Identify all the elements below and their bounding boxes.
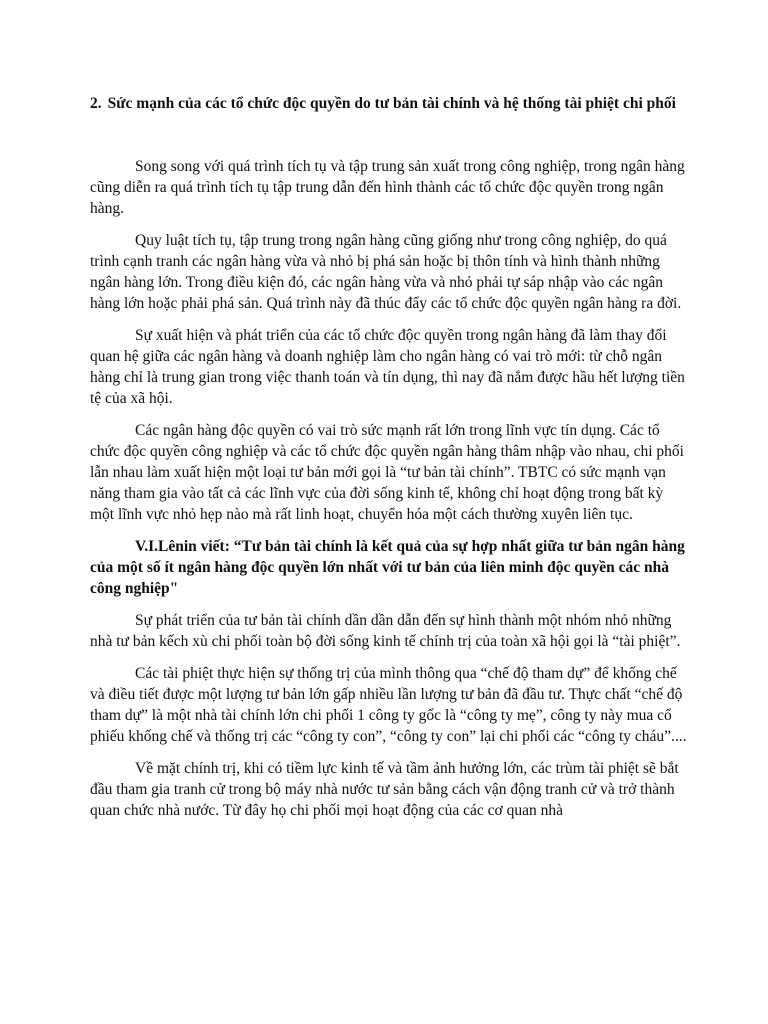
paragraph-3: Sự xuất hiện và phát triển của các tổ chức độc quyền trong ngân hàng đã làm thay đổi quan hệ giữa các ngân hàng và doanh nghiệp làm cho ngân hàng có vai trò mới: từ chỗ ngân hàng chỉ là trung gian trong việc thanh toán và tín dụng, thì nay đã nắm được hầu hết lượng tiền tệ của xã hội. [90, 327, 685, 407]
paragraph-6: Sự phát triển của tư bản tài chính dần dần dẫn đến sự hình thành một nhóm nhỏ những nhà tư bản kếch xù chi phối toàn bộ đời sống kinh tế chính trị của toàn xã hội gọi là “tài phiệt”. [90, 612, 681, 650]
section-heading [90, 93, 688, 114]
paragraph-8: Về mặt chính trị, khi có tiềm lực kinh tế và tầm ảnh hưởng lớn, các trùm tài phiệt sẽ bắt đầu tham gia tranh cử trong bộ máy nhà nước tư sản bằng cách vận động tranh cử và trở thành quan chức nhà nước. Từ đây họ chi phối mọi hoạt động của các cơ quan nhà [90, 760, 679, 819]
section-number: 2. [90, 95, 102, 112]
section-title: Sức mạnh của các tổ chức độc quyền do tư bản tài chính và hệ thống tài phiệt chi phối [107, 95, 676, 112]
paragraph-2: Quy luật tích tụ, tập trung trong ngân hàng cũng giống như trong công nghiệp, do quá trình cạnh tranh các ngân hàng vừa và nhỏ bị phá sản hoặc bị thôn tính và hình thành những ngân hàng lớn. Trong điều kiện đó, các ngân hàng vừa và nhỏ phải tự sáp nhập vào các ngân hàng lớn hoặc phải phá sản. Quá trình này đã thúc đẩy các tổ chức độc quyền ngân hàng ra đời. [90, 232, 682, 312]
lenin-quote: V.I.Lênin viết: “Tư bản tài chính là kết quả của sự hợp nhất giữa tư bản ngân hàng của một số ít ngân hàng độc quyền lớn nhất với tư bản của liên minh độc quyền các nhà công nghiệp" [90, 538, 685, 597]
paragraph-7: Các tài phiệt thực hiện sự thống trị của mình thông qua “chế độ tham dự” để khống chế và điều tiết được một lượng tư bản lớn gấp nhiều lần lượng tư bản đã đầu tư. Thực chất “chế độ tham dự” là một nhà tài chính lớn chi phối 1 công ty gốc là “công ty mẹ”, công ty này mua cổ phiếu khống chế và thống trị các “công ty con”, “công ty con” lại chi phối các “công ty cháu”.... [90, 665, 687, 745]
paragraph-1: Song song với quá trình tích tụ và tập trung sản xuất trong công nghiệp, trong ngân hàng cũng diễn ra quá trình tích tụ tập trung dẫn đến hình thành các tổ chức độc quyền trong ngân hàng. [90, 158, 685, 217]
document-page [90, 93, 688, 832]
paragraph-4: Các ngân hàng độc quyền có vai trò sức mạnh rất lớn trong lĩnh vực tín dụng. Các tổ chức độc quyền công nghiệp và các tổ chức độc quyền ngân hàng thâm nhập vào nhau, chi phối lẫn nhau làm xuất hiện một loại tư bản mới gọi là “tư bản tài chính”. TBTC có sức mạnh vạn năng tham gia vào tất cả các lĩnh vực của đời sống kinh tế, không chỉ hoạt động trong bất kỳ một lĩnh vực nhỏ hẹp nào mà rất linh hoạt, chuyển hóa một cách thường xuyên liên tục. [90, 422, 684, 523]
